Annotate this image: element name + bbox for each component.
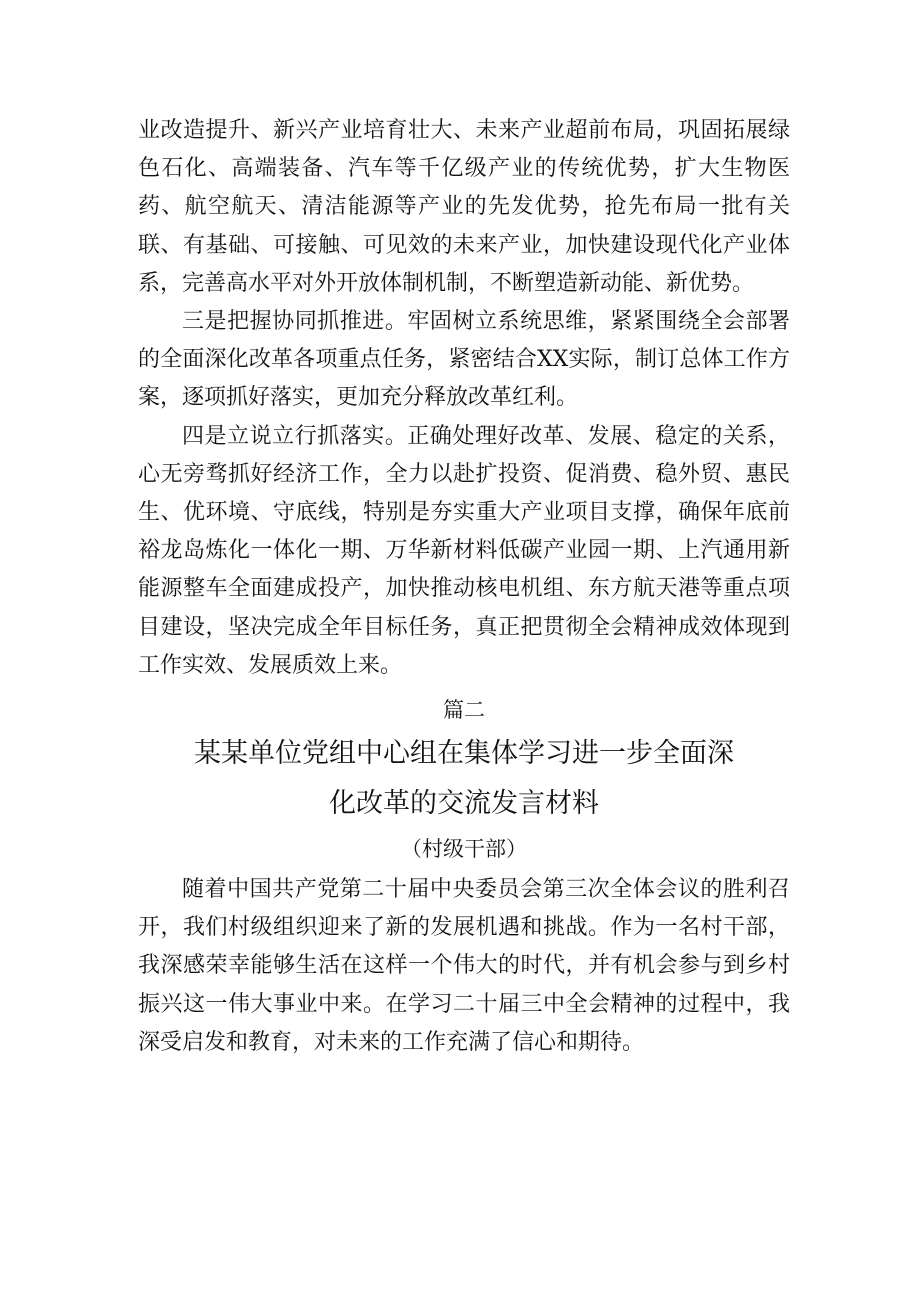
section-label: 篇二 bbox=[443, 698, 485, 723]
continuation-paragraph: 业改造提升、新兴产业培育壮大、未来产业超前布局，巩固拓展绿色石化、高端装备、汽车等千亿级产业的传统优势，扩大生物医药、航空航天、清洁能源等产业的先发优势，抢先布局一批有关联、有基础、可接触、可见效的未来产业，加快建设现代化产业体系，完善高水平对外开放体制机制，不断塑造新动能、新优势。 bbox=[138, 118, 790, 296]
article-subtitle: （村级干部） bbox=[401, 837, 527, 862]
article-title-line-1: 某某单位党组中心组在集体学习进一步全面深 bbox=[194, 738, 734, 770]
article-title-line-2: 化改革的交流发言材料 bbox=[329, 788, 599, 820]
point-three-paragraph: 三是把握协同抓推进。牢固树立系统思维，紧紧围绕全会部署的全面深化改革各项重点任务，紧密结合XX实际，制订总体工作方案，逐项抓好落实，更加充分释放改革红利。 bbox=[138, 309, 790, 411]
document-body bbox=[138, 112, 790, 1062]
point-four-paragraph: 四是立说立行抓落实。正确处理好改革、发展、稳定的关系，心无旁骛抓好经济工作，全力以赴扩投资、促消费、稳外贸、惠民生、优环境、守底线，特别是夯实重大产业项目支撑，确保年底前裕龙岛炼化一体化一期、万华新材料低碳产业园一期、上汽通用新能源整车全面建成投产，加快推动核电机组、东方航天港等重点项目建设，坚决完成全年目标任务，真正把贯彻全会精神成效体现到工作实效、发展质效上来。 bbox=[138, 423, 790, 678]
intro-paragraph: 随着中国共产党第二十届中央委员会第三次全体会议的胜利召开，我们村级组织迎来了新的发展机遇和挑战。作为一名村干部，我深感荣幸能够生活在这样一个伟大的时代，并有机会参与到乡村振兴这一伟大事业中来。在学习二十届三中全会精神的过程中，我深受启发和教育，对未来的工作充满了信心和期待。 bbox=[138, 877, 790, 1055]
